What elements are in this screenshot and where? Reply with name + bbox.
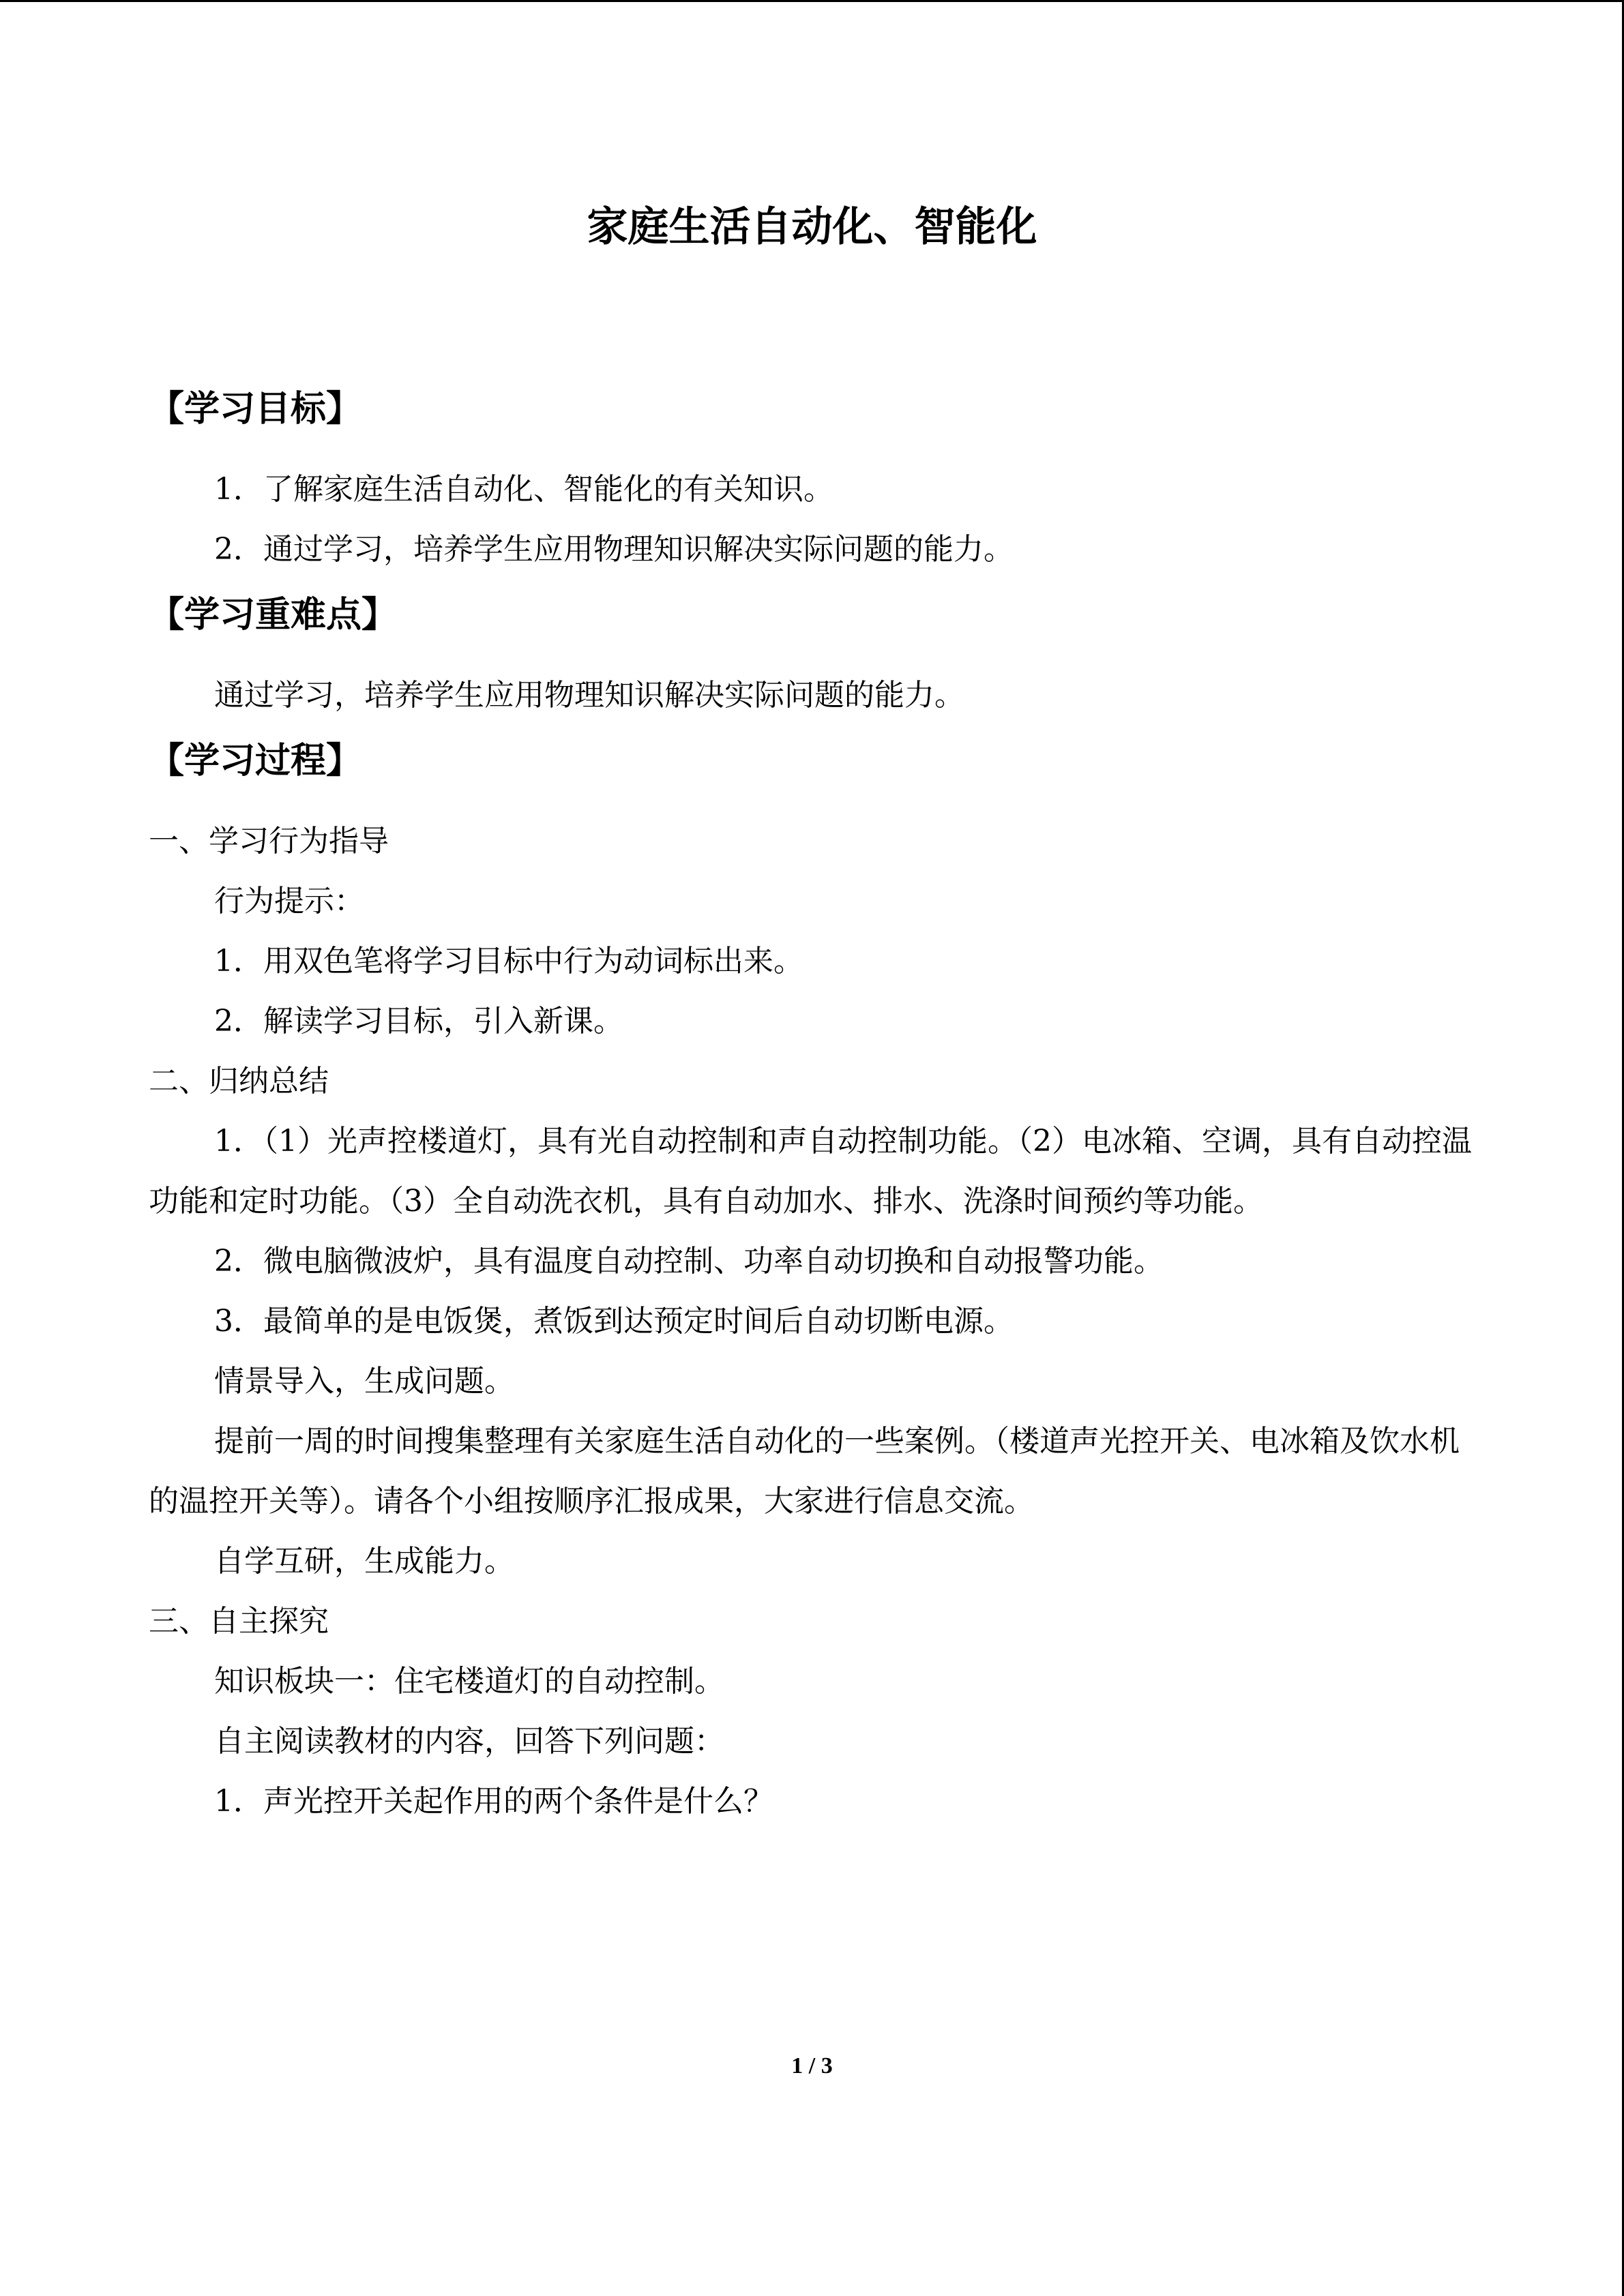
objective-item: 2．通过学习，培养学生应用物理知识解决实际问题的能力。 (214, 532, 1014, 567)
part2-item: 1．（1）光声控楼道灯，具有光自动控制和声自动控制功能。（2）电冰箱、空调，具有自动控温功能和定时功能。（3）全自动洗衣机，具有自动加水、排水、洗涤时间预约等功能。 (149, 1124, 1472, 1219)
objectives-heading: 【学习目标】 (149, 388, 362, 430)
part1-title: 一、学习行为指导 (149, 824, 389, 859)
part2-title: 二、归纳总结 (149, 1064, 329, 1099)
objective-item: 1．了解家庭生活自动化、智能化的有关知识。 (214, 472, 833, 507)
key-points-text: 通过学习，培养学生应用物理知识解决实际问题的能力。 (214, 678, 964, 713)
process-heading: 【学习过程】 (149, 740, 362, 781)
self-study: 自学互研，生成能力。 (214, 1544, 514, 1579)
scene-intro: 情景导入，生成问题。 (214, 1364, 514, 1399)
knowledge-module: 知识板块一：住宅楼道灯的自动控制。 (214, 1664, 724, 1699)
page-number: 1 / 3 (791, 2053, 833, 2078)
key-points-heading: 【学习重难点】 (149, 594, 398, 636)
part2-item: 2．微电脑微波炉，具有温度自动控制、功率自动切换和自动报警功能。 (214, 1244, 1164, 1279)
part1-item: 2．解读学习目标，引入新课。 (214, 1004, 623, 1039)
part1-hint: 行为提示： (214, 884, 364, 919)
question-item: 1．声光控开关起作用的两个条件是什么？ (214, 1784, 773, 1819)
part3-title: 三、自主探究 (149, 1604, 329, 1639)
part1-item: 1．用双色笔将学习目标中行为动词标出来。 (214, 944, 803, 979)
reading-instruction: 自主阅读教材的内容，回答下列问题： (214, 1724, 724, 1759)
document-title: 家庭生活自动化、智能化 (587, 203, 1037, 251)
part2-item: 3．最简单的是电饭煲，煮饭到达预定时间后自动切断电源。 (214, 1304, 1014, 1339)
page-border-top (0, 0, 1624, 2)
collect-cases: 提前一周的时间搜集整理有关家庭生活自动化的一些案例。（楼道声光控开关、电冰箱及饮水机的温控开关等）。请各个小组按顺序汇报成果，大家进行信息交流。 (149, 1424, 1460, 1519)
